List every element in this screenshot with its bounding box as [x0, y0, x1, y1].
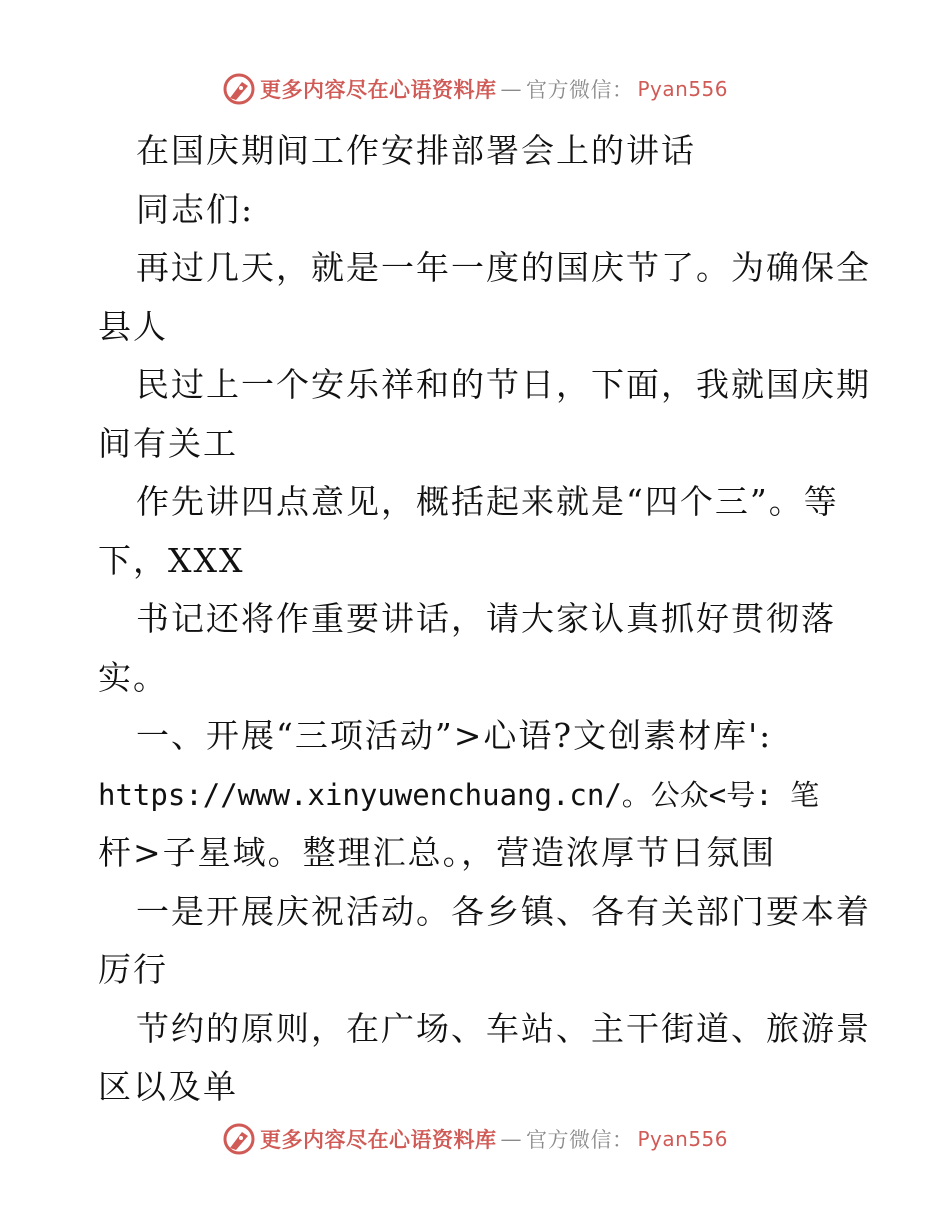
- watermark-separator: —: [500, 77, 522, 101]
- pen-nib-logo-icon: [222, 1122, 256, 1156]
- document-title: 在国庆期间工作安排部署会上的讲话: [136, 131, 696, 170]
- watermark-brand-text: 更多内容尽在心语资料库: [259, 1127, 497, 1152]
- pen-nib-logo-icon: [222, 72, 256, 106]
- paragraph-line: 再过几天，就是一年一度的国庆节了。为确保全: [136, 248, 871, 287]
- watermark-official-text: 官方微信：: [525, 78, 634, 102]
- paragraph-line-url: https://www.xinyuwenchuang.cn/。公众<号: 笔: [98, 777, 820, 812]
- paragraph-line: 书记还将作重要讲话，请大家认真抓好贯彻落: [136, 599, 836, 638]
- paragraph-line: 县人: [98, 306, 168, 346]
- document-body: [98, 122, 871, 1117]
- salutation: 同志们:: [136, 189, 255, 229]
- footer-watermark: [0, 1122, 950, 1156]
- section-heading: 一、开展“三项活动”>心语?文创素材库':: [136, 716, 773, 755]
- paragraph-line: 实。: [98, 657, 168, 697]
- header-watermark: [0, 72, 950, 106]
- paragraph-line: 民过上一个安乐祥和的节日，下面，我就国庆期: [136, 365, 871, 404]
- paragraph-line: 一是开展庆祝活动。各乡镇、各有关部门要本着: [136, 891, 871, 931]
- watermark-official-text: 官方微信：: [525, 1128, 634, 1152]
- paragraph-line: 厉行: [98, 950, 168, 989]
- paragraph-line: 下，XXX: [98, 540, 245, 580]
- watermark-separator: —: [500, 1127, 522, 1151]
- paragraph-line: 间有关工: [98, 423, 238, 463]
- paragraph-line: 杆>子星域。整理汇总。，营造浓厚节日氛围: [98, 833, 777, 872]
- watermark-wechat-id: Pyan556: [637, 77, 728, 101]
- watermark-brand-text: 更多内容尽在心语资料库: [259, 77, 497, 102]
- watermark-wechat-id: Pyan556: [637, 1127, 728, 1151]
- paragraph-line: 节约的原则，在广场、车站、主干街道、旅游景: [136, 1008, 871, 1048]
- paragraph-line: 区以及单: [98, 1067, 238, 1106]
- paragraph-line: 作先讲四点意见，概括起来就是“四个三”。等: [136, 482, 839, 521]
